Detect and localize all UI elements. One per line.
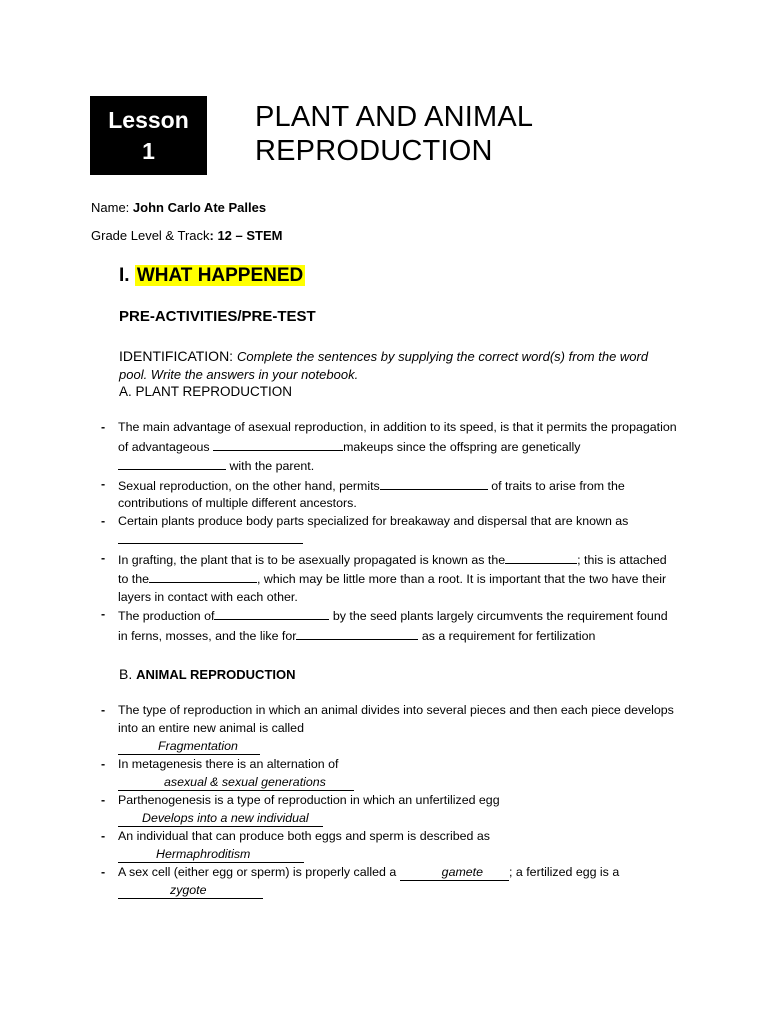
- animal-questions-list: [99, 701, 679, 899]
- answer-zygote: zygote: [118, 883, 263, 899]
- page-title: [255, 100, 533, 168]
- name-label: Name:: [91, 200, 133, 215]
- page-title-line2: REPRODUCTION: [255, 135, 493, 167]
- list-item: - Certain plants produce body parts specialized for breakaway and dispersal that are known as: [99, 513, 679, 550]
- answer-blank: [214, 606, 329, 620]
- answer-gamete: gamete: [400, 865, 509, 881]
- name-value: John Carlo Ate Palles: [132, 200, 267, 215]
- answer-blank: [118, 530, 303, 544]
- grade-label: Grade Level & Track: [91, 228, 210, 243]
- answer-blank: [380, 476, 488, 490]
- animal-reproduction-heading: B. ANIMAL REPRODUCTION: [119, 666, 296, 682]
- answer-blank: [505, 550, 577, 564]
- plant-reproduction-heading: A. PLANT REPRODUCTION: [119, 384, 293, 399]
- pre-test-heading: PRE-ACTIVITIES/PRE-TEST: [119, 308, 316, 325]
- list-item: - A sex cell (either egg or sperm) is properly called a gamete ; a fertilized egg is a zygote: [99, 863, 679, 899]
- answer-alternation: asexual & sexual generations: [118, 775, 354, 791]
- student-name: [91, 200, 266, 215]
- answer-blank: [118, 456, 226, 470]
- page-title-line1: PLANT AND ANIMAL: [255, 101, 534, 133]
- grade-value: : 12 – STEM: [209, 228, 283, 243]
- identification-label: IDENTIFICATION:: [119, 348, 237, 364]
- list-item: - In grafting, the plant that is to be asexually propagated is known as the ; this is attached to the , which may be little more than a root. It is important that the two have their layers in contact with each other.: [99, 550, 679, 607]
- identification-text: Complete the sentences by supplying the correct word(s) from the word pool. Write the answers in your notebook.: [119, 349, 649, 382]
- list-item: - Parthenogenesis is a type of reproduction in which an unfertilized egg Develops into a new individual: [99, 791, 679, 827]
- lesson-number: 1: [142, 138, 155, 164]
- list-item: - The production of by the seed plants largely circumvents the requirement found in ferns, mosses, and the like for as a requirement for fertilization: [99, 606, 679, 645]
- lesson-badge: [90, 96, 207, 175]
- answer-hermaphroditism: Hermaphroditism: [118, 847, 304, 863]
- identification-instructions: [119, 347, 659, 384]
- answer-parthenogenesis: Develops into a new individual: [118, 811, 323, 827]
- plant-questions-list: [99, 419, 679, 645]
- list-item: - In metagenesis there is an alternation of asexual & sexual generations: [99, 755, 679, 791]
- list-item: - An individual that can produce both eggs and sperm is described as Hermaphroditism: [99, 827, 679, 863]
- grade-level: [91, 228, 282, 243]
- list-item: - The type of reproduction in which an animal divides into several pieces and then each piece develops into an entire new animal is called Fragmentation: [99, 701, 679, 755]
- lesson-label: Lesson: [108, 107, 189, 133]
- list-item: - The main advantage of asexual reproduction, in addition to its speed, is that it permits the propagation of advantageous makeups since the offspring are genetically with the parent.: [99, 419, 679, 476]
- answer-blank: [296, 626, 418, 640]
- section-prefix: I.: [119, 265, 135, 286]
- answer-fragmentation: Fragmentation: [118, 739, 260, 755]
- answer-blank: [149, 569, 257, 583]
- section-heading: [119, 264, 305, 288]
- section-highlight: WHAT HAPPENED: [136, 265, 304, 286]
- list-item: - Sexual reproduction, on the other hand, permits of traits to arise from the contributions of multiple different ancestors.: [99, 476, 679, 513]
- answer-blank: [213, 437, 343, 451]
